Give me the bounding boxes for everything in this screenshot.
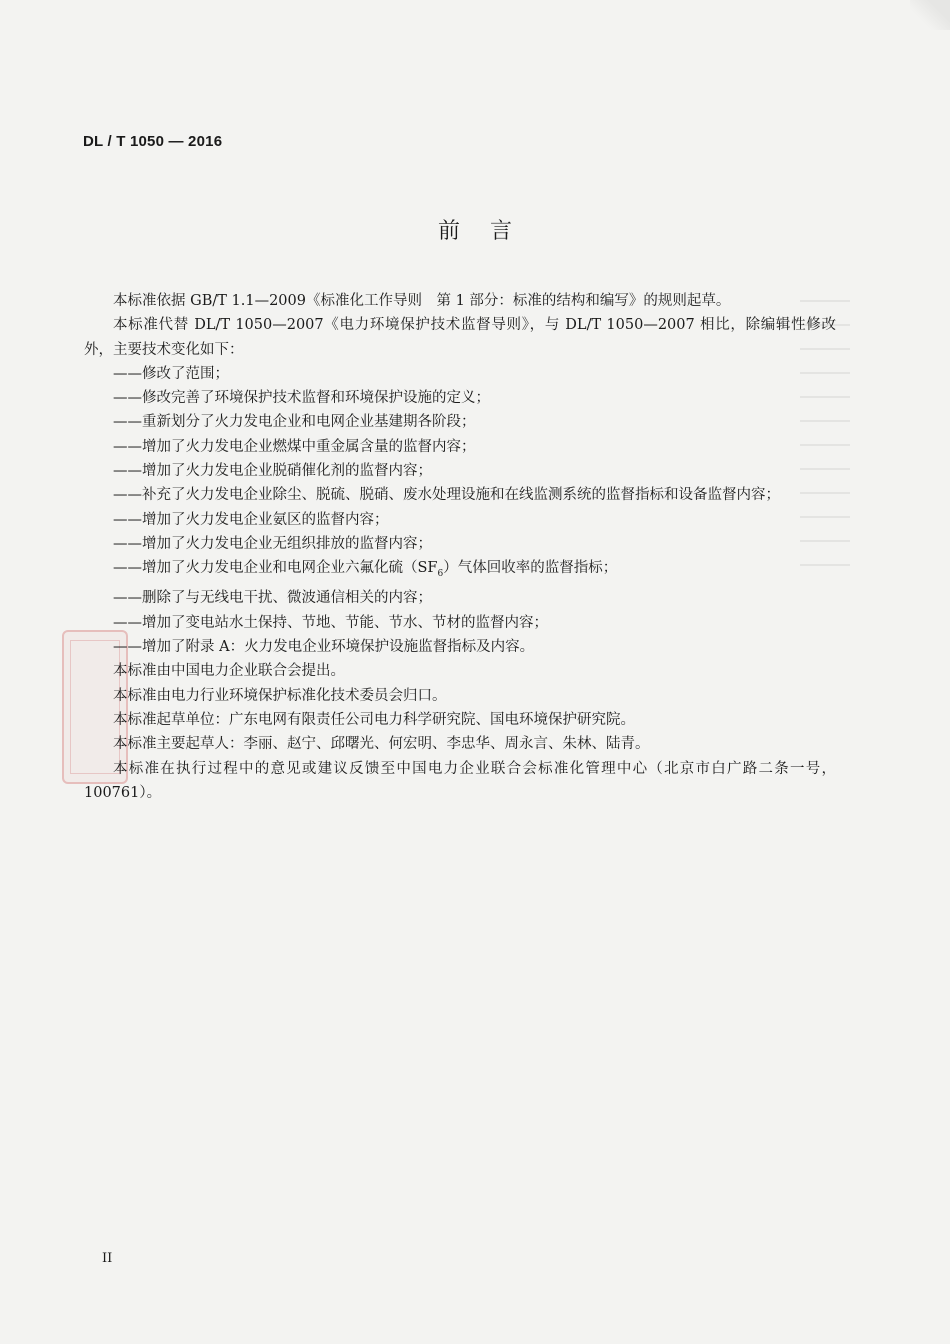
change-item: ——增加了火力发电企业氨区的监督内容； bbox=[113, 511, 389, 528]
sf6-text: ——增加了火力发电企业和电网企业六氟化硫（SF bbox=[113, 560, 438, 577]
change-item: ——增加了附录 A：火力发电企业环境保护设施监督指标及内容。 bbox=[113, 639, 535, 656]
paragraph-drafting-units: 本标准起草单位：广东电网有限责任公司电力科学研究院、国电环境保护研究院。 bbox=[113, 711, 635, 728]
change-item: ——增加了火力发电企业无组织排放的监督内容； bbox=[113, 535, 432, 552]
change-item: ——修改完善了环境保护技术监督和环境保护设施的定义； bbox=[113, 390, 490, 407]
paragraph-committee: 本标准由电力行业环境保护标准化技术委员会归口。 bbox=[113, 687, 447, 704]
change-item: ——重新划分了火力发电企业和电网企业基建期各阶段； bbox=[113, 414, 476, 431]
paragraph-proposer: 本标准由中国电力企业联合会提出。 bbox=[113, 663, 345, 680]
change-item-sf6 bbox=[84, 556, 836, 586]
standard-code: DL / T 1050 — 2016 bbox=[83, 133, 223, 150]
page-number: II bbox=[102, 1251, 113, 1266]
change-item: ——修改了范围； bbox=[113, 365, 229, 382]
paragraph-basis: 本标准依据 GB/T 1.1—2009《标准化工作导则 第 1 部分：标准的结构和编写》的规则起草。 bbox=[113, 293, 731, 309]
paragraph-drafters: 本标准主要起草人：李丽、赵宁、邱曙光、何宏明、李忠华、周永言、朱林、陆青。 bbox=[113, 736, 650, 753]
sf6-subscript: 6 bbox=[437, 569, 444, 580]
change-item: ——增加了变电站水土保持、节地、节能、节水、节材的监督内容； bbox=[113, 614, 548, 631]
change-item: ——删除了与无线电干扰、微波通信相关的内容； bbox=[113, 590, 432, 607]
foreword-body bbox=[84, 289, 836, 805]
page-title: 前言 bbox=[437, 219, 542, 244]
change-item: ——增加了火力发电企业脱硝催化剂的监督内容； bbox=[113, 463, 432, 480]
change-item: ——补充了火力发电企业除尘、脱硫、脱硝、废水处理设施和在线监测系统的监督指标和设备监督内容； bbox=[113, 487, 780, 504]
paragraph-replacement: 本标准代替 DL/T 1050—2007《电力环境保护技术监督导则》，与 DL/T 1050—2007 相比，除编辑性修改外，主要技术变化如下： bbox=[84, 317, 836, 358]
page-corner-shadow bbox=[910, 0, 950, 30]
paragraph-feedback: 本标准在执行过程中的意见或建议反馈至中国电力企业联合会标准化管理中心（北京市白广路二条一号，100761）。 bbox=[84, 760, 836, 801]
sf6-rest: ）气体回收率的监督指标； bbox=[443, 560, 618, 577]
change-item: ——增加了火力发电企业燃煤中重金属含量的监督内容； bbox=[113, 438, 476, 455]
